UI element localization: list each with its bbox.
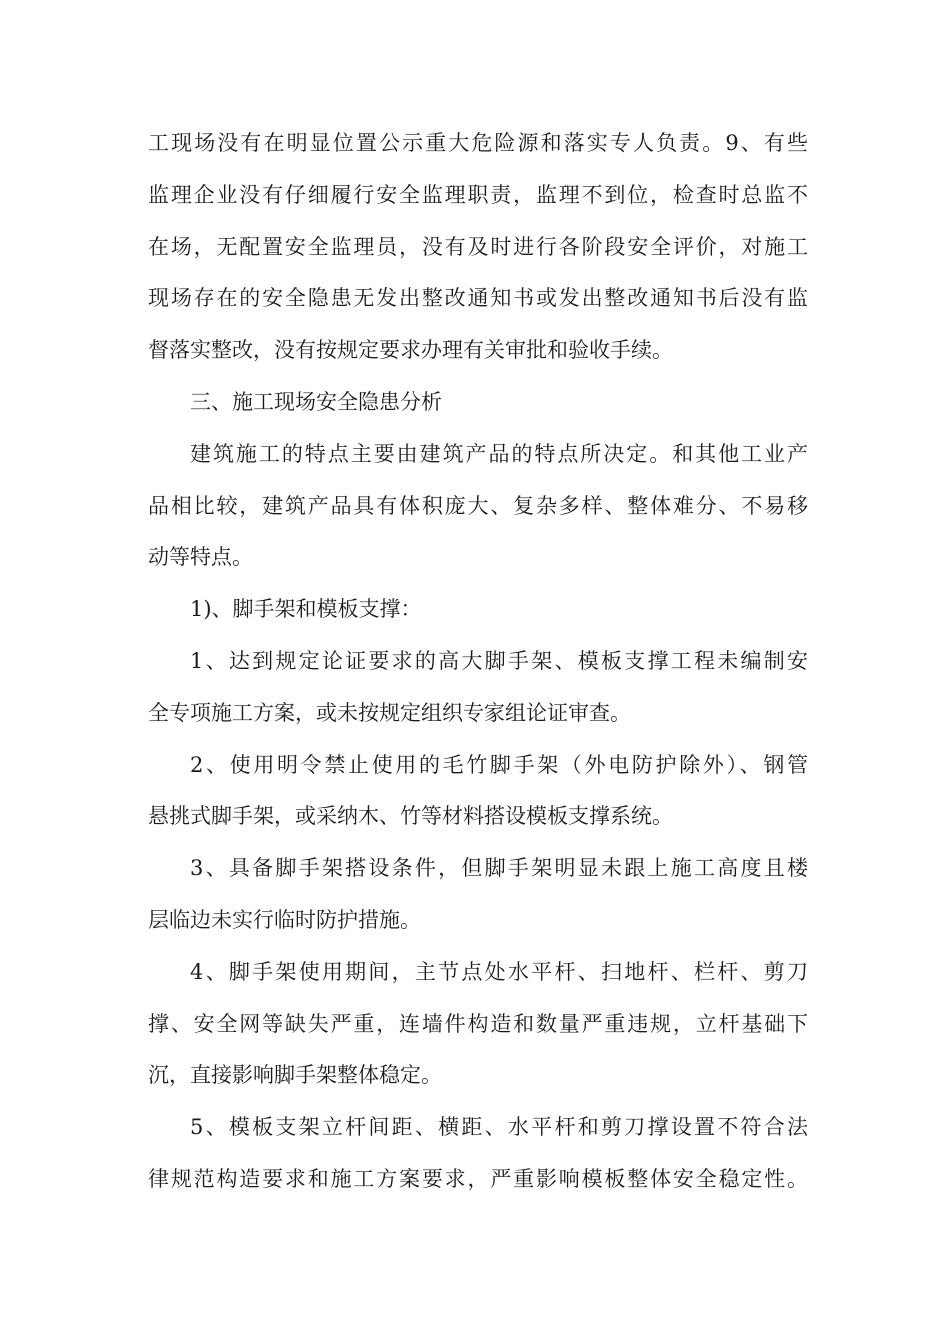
text-line: 建筑施工的特点主要由建筑产品的特点所决定。和其他工业产 xyxy=(190,441,808,466)
text-line: 撑、安全网等缺失严重，连墙件构造和数量严重违规，立杆基础下 xyxy=(148,1011,808,1036)
text-line: 品相比较，建筑产品具有体积庞大、复杂多样、整体难分、不易移 xyxy=(148,493,808,518)
text-line: 现场存在的安全隐患无发出整改通知书或发出整改通知书后没有监 xyxy=(148,286,808,311)
text-line: 动等特点。 xyxy=(148,545,253,570)
subsection-heading: 1)、脚手架和模板支撑： xyxy=(190,597,422,622)
text-line: 层临边未实行临时防护措施。 xyxy=(148,907,421,932)
text-line: 3、具备脚手架搭设条件，但脚手架明显未跟上施工高度且楼 xyxy=(190,856,808,881)
section-heading: 三、施工现场安全隐患分析 xyxy=(190,389,442,414)
text-line: 律规范构造要求和施工方案要求，严重影响模板整体安全稳定性。 xyxy=(148,1166,808,1191)
text-line: 5、模板支架立杆间距、横距、水平杆和剪刀撑设置不符合法 xyxy=(190,1115,808,1140)
text-line: 4、脚手架使用期间，主节点处水平杆、扫地杆、栏杆、剪刀 xyxy=(190,959,808,984)
text-line: 悬挑式脚手架，或采纳木、竹等材料搭设模板支撑系统。 xyxy=(148,804,673,829)
text-line: 工现场没有在明显位置公示重大危险源和落实专人负责。9、有些 xyxy=(148,131,808,155)
text-line: 在场，无配置安全监理员，没有及时进行各阶段安全评价，对施工 xyxy=(148,234,808,259)
text-line: 监理企业没有仔细履行安全监理职责，监理不到位，检查时总监不 xyxy=(148,182,808,207)
text-line: 沉，直接影响脚手架整体稳定。 xyxy=(148,1063,442,1088)
text-line: 2、使用明令禁止使用的毛竹脚手架（外电防护除外）、钢管 xyxy=(190,752,808,777)
text-line: 1、达到规定论证要求的高大脚手架、模板支撑工程未编制安 xyxy=(190,648,808,673)
body-text xyxy=(148,118,808,1206)
text-line: 全专项施工方案，或未按规定组织专家组论证审查。 xyxy=(148,700,631,725)
text-line: 督落实整改，没有按规定要求办理有关审批和验收手续。 xyxy=(148,338,673,363)
